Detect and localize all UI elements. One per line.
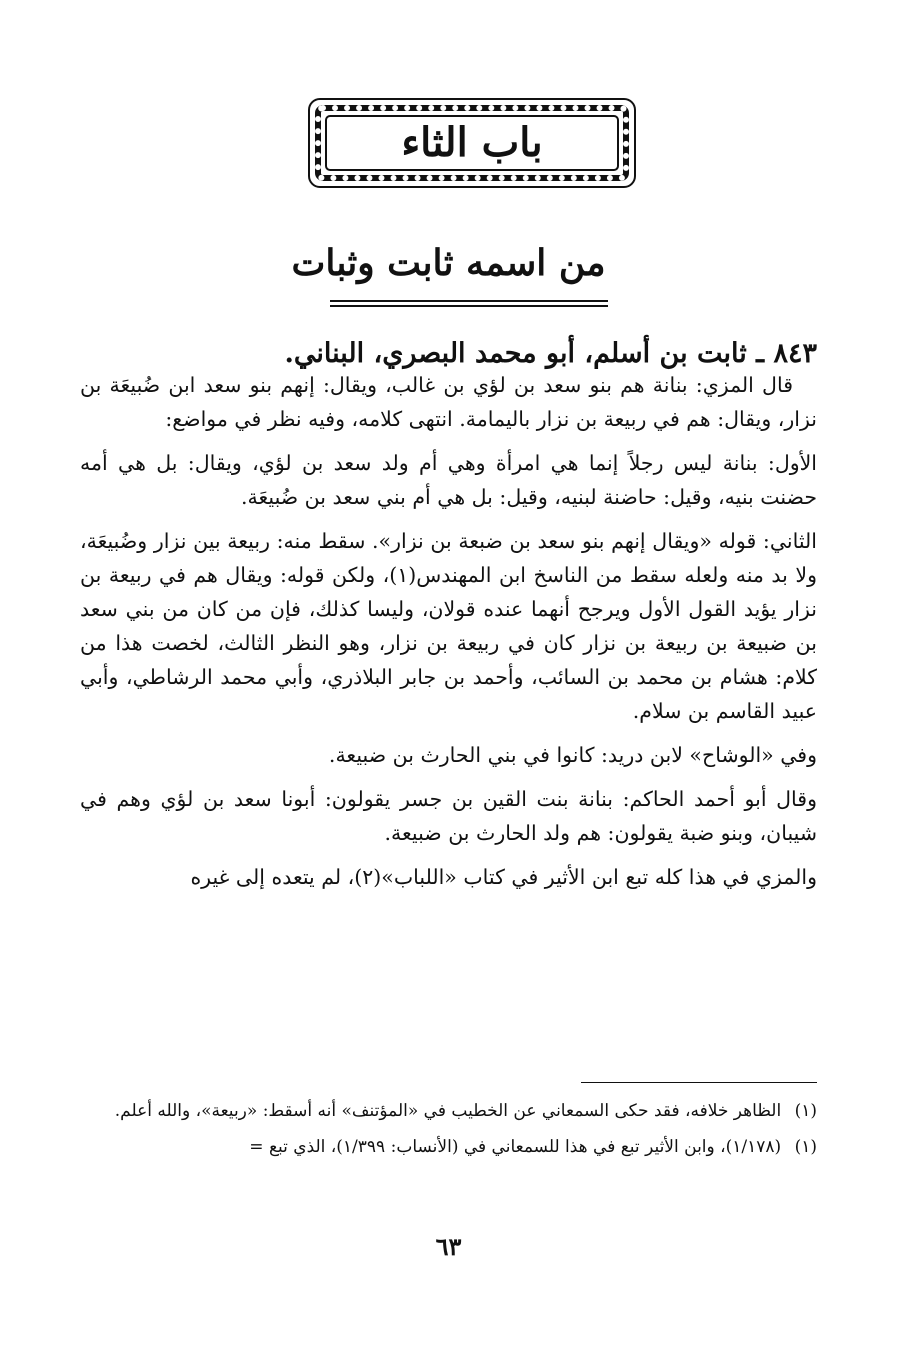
paragraph-3: الثاني: قوله «ويقال إنهم بنو سعد بن ضبعة بن نزار». سقط منه: ربيعة بين نزار وضُبيعَة، ولا بد منه ولعله سقط من الناسخ ابن المهندس(١)، ولكن قوله: ويقال هم في ربيعة بن نزار يؤيد القول الأول ويرجح أنهما عنده قولان، وليسا كذلك، فإن من كان من بني سعد بن ضبيعة بن ربيعة بن نزار كان في ربيعة بن نزار، وهو النظر الثالث، لخصت هذا من كلام: هشام بن محمد بن السائب، وأحمد بن جابر البلاذري، وأبي محمد الرشاطي، وأبي عبيد القاسم بن سلام. [80,529,817,723]
paragraph-2: الأول: بنانة ليس رجلاً إنما هي امرأة وهي أم ولد سعد بن لؤي، ويقال: بل هي أمه حضنت بنيه، وقيل: حاضنة لبنيه، وقيل: بل هي أم بني سعد بن ضُبيعَة. [80,451,817,509]
footnote-number: (١) [794,1101,817,1121]
paragraph-6: والمزي في هذا كله تبع ابن الأثير في كتاب «اللباب»(٢)، لم يتعده إلى غيره [190,865,817,889]
chapter-frame-core [325,115,619,171]
chapter-frame-border [315,105,629,181]
section-title: من اسمه ثابت وثبات [291,242,606,284]
page-number: ٦٣ [435,1232,462,1261]
body-text [80,368,817,904]
footnote-1 [80,1096,817,1126]
footnote-divider [581,1082,817,1083]
chapter-title: باب الثاء [401,119,543,166]
paragraph-1: قال المزي: بنانة هم بنو سعد بن لؤي بن غالب، ويقال: إنهم بنو سعد ابن ضُبيعَة بن نزار، ويقال: هم في ربيعة بن نزار باليمامة. انتهى كلامه، وفيه نظر في مواضع: [80,373,817,431]
section-divider [330,300,608,307]
entry-title: ٨٤٣ ـ ثابت بن أسلم، أبو محمد البصري، البناني. [284,338,817,369]
footnote-2 [80,1132,817,1162]
footnote-text: الظاهر خلافه، فقد حكى السمعاني عن الخطيب في «المؤتنف» أنه أسقط: «ربيعة»، والله أعلم. [114,1101,782,1121]
footnote-text: (١/١٧٨)، وابن الأثير تبع في هذا للسمعاني في (الأنساب: ١/٣٩٩)، الذي تبع = [249,1137,782,1157]
paragraph-4: وفي «الوشاح» لابن دريد: كانوا في بني الحارث بن ضبيعة. [328,743,817,767]
chapter-frame [308,98,636,188]
footnote-number: (١) [794,1137,817,1157]
footnotes [80,1096,817,1168]
paragraph-5: وقال أبو أحمد الحاكم: بنانة بنت القين بن جسر يقولون: أبونا سعد بن لؤي وهم في شيبان، وبنو ضبة يقولون: هم ولد الحارث بن ضبيعة. [80,787,817,845]
